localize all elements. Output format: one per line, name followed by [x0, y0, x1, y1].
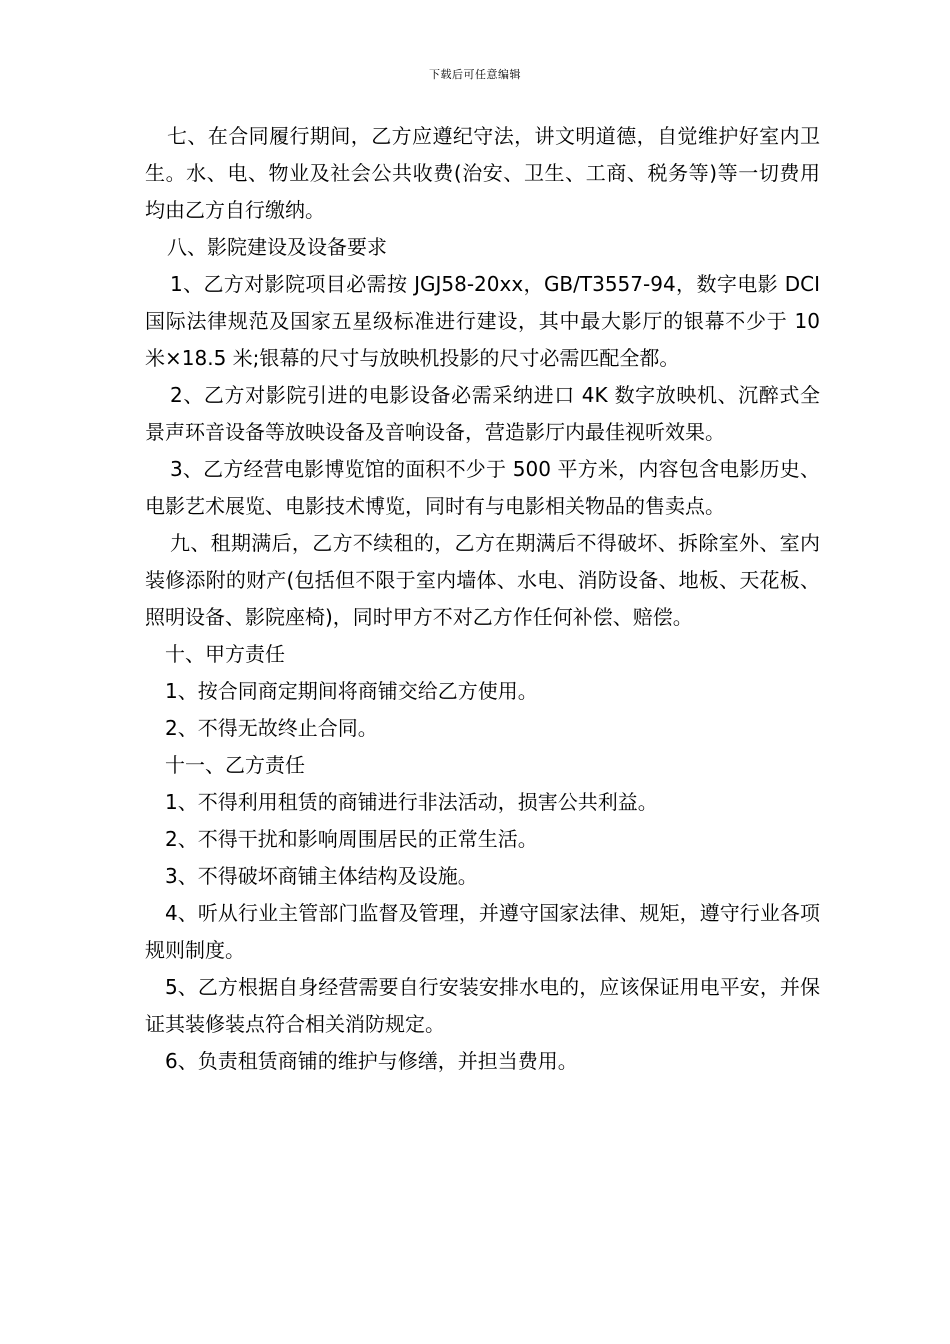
- heading-clause-8: 八、影院建设及设备要求: [167, 235, 387, 259]
- paragraph-clause-8-item-2: 2、乙方对影院引进的电影设备必需采纳进口 4K 数字放映机、沉醉式全景声环音设备等放映设备及音响设备，营造影厅内最佳视听效果。: [145, 383, 820, 444]
- paragraph-clause-10-item-1: 1、按合同商定期间将商铺交给乙方使用。: [165, 679, 538, 703]
- paragraph-clause-10-item-2: 2、不得无故终止合同。: [165, 716, 378, 740]
- heading-clause-11: 十一、乙方责任: [165, 753, 305, 777]
- paragraph-clause-9: 九、租期满后，乙方不续租的，乙方在期满后不得破坏、拆除室外、室内装修添附的财产(包括但不限于室内墙体、水电、消防设备、地板、天花板、照明设备、影院座椅)，同时甲方不对乙方作任何补偿、赔偿。: [145, 531, 820, 629]
- paragraph-clause-11-item-1: 1、不得利用租赁的商铺进行非法活动，损害公共利益。: [165, 790, 658, 814]
- paragraph-clause-7: 七、在合同履行期间，乙方应遵纪守法，讲文明道德，自觉维护好室内卫生。水、电、物业及社会公共收费(治安、卫生、工商、税务等)等一切费用均由乙方自行缴纳。: [145, 124, 820, 222]
- paragraph-clause-11-item-2: 2、不得干扰和影响周围居民的正常生活。: [165, 827, 538, 851]
- paragraph-clause-11-item-4: 4、听从行业主管部门监督及管理，并遵守国家法律、规矩，遵守行业各项规则制度。: [145, 901, 820, 962]
- paragraph-clause-8-item-3: 3、乙方经营电影博览馆的面积不少于 500 平方米，内容包含电影历史、电影艺术展览、电影技术博览，同时有与电影相关物品的售卖点。: [145, 457, 820, 518]
- paragraph-clause-11-item-6: 6、负责租赁商铺的维护与修缮，并担当费用。: [165, 1049, 578, 1073]
- paragraph-clause-8-item-1: 1、乙方对影院项目必需按 JGJ58-20xx，GB/T3557-94，数字电影 DCI 国际法律规范及国家五星级标准进行建设，其中最大影厅的银幕不少于 10 米×18.5 米;银幕的尺寸与放映机投影的尺寸必需匹配全都。: [145, 272, 820, 370]
- heading-clause-10: 十、甲方责任: [165, 642, 285, 666]
- paragraph-clause-11-item-3: 3、不得破坏商铺主体结构及设施。: [165, 864, 478, 888]
- paragraph-clause-11-item-5: 5、乙方根据自身经营需要自行安装安排水电的，应该保证用电平安，并保证其装修装点符合相关消防规定。: [145, 975, 820, 1036]
- document-body: [145, 118, 820, 1080]
- page-header: 下载后可任意编辑: [429, 68, 521, 81]
